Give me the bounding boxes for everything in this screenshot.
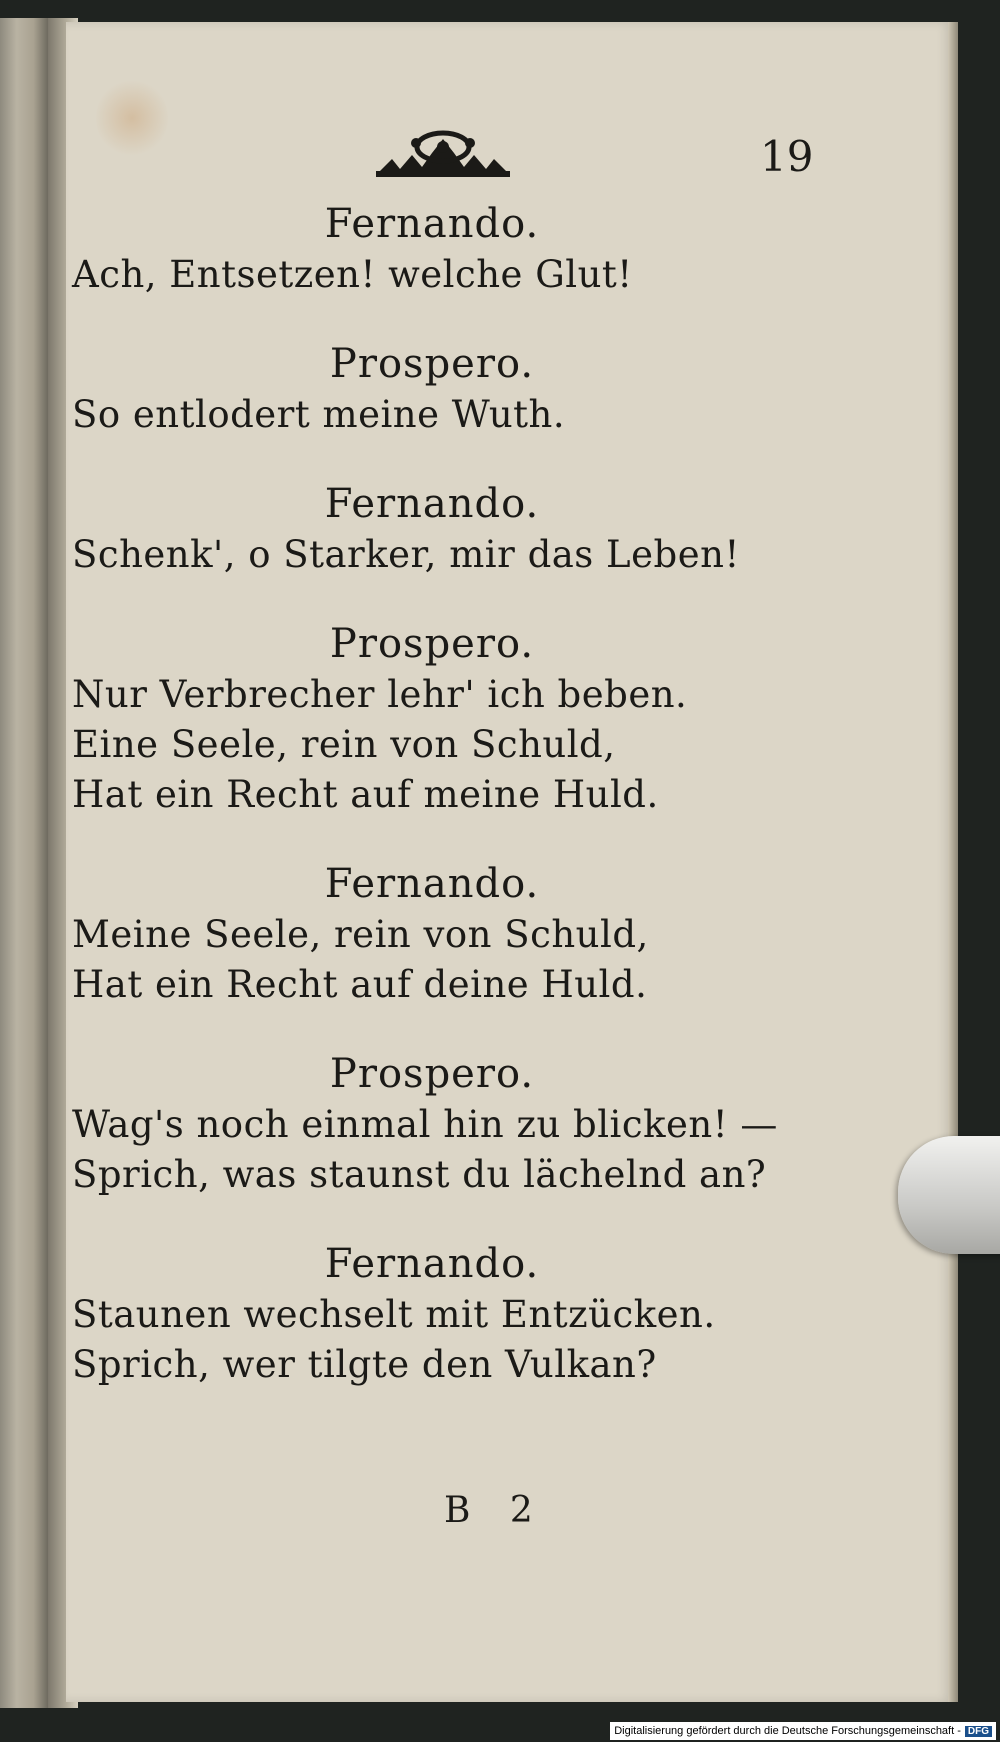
verse-line: Sprich, wer tilgte den Vulkan? bbox=[72, 1343, 657, 1386]
verse-line: Hat ein Recht auf deine Huld. bbox=[72, 963, 648, 1006]
verse-line: Wag's noch einmal hin zu blicken! — bbox=[72, 1103, 778, 1146]
speaker-name: Prospero. bbox=[329, 1051, 535, 1097]
digitization-credit bbox=[610, 1722, 996, 1740]
verse-line: Meine Seele, rein von Schuld, bbox=[72, 913, 649, 956]
verse-line: Hat ein Recht auf meine Huld. bbox=[72, 773, 659, 816]
speaker-name: Fernando. bbox=[324, 1241, 540, 1287]
page-edge bbox=[948, 22, 958, 1702]
speaker-name: Prospero. bbox=[329, 621, 535, 667]
verse-line: Sprich, was staunst du lächelnd an? bbox=[72, 1153, 767, 1196]
paper-stain bbox=[96, 78, 168, 158]
dialogue-block bbox=[72, 1048, 778, 1200]
left-page-edge bbox=[0, 18, 48, 1708]
verse-line: Eine Seele, rein von Schuld, bbox=[72, 723, 616, 766]
dialogue-block bbox=[72, 478, 740, 580]
speaker-name: Fernando. bbox=[324, 201, 540, 247]
verse-line: So entlodert meine Wuth. bbox=[72, 393, 566, 436]
dialogue-block bbox=[72, 1238, 732, 1390]
dialogue-text bbox=[72, 198, 778, 1428]
verse-line: Ach, Entsetzen! welche Glut! bbox=[72, 253, 633, 296]
verse-line: Nur Verbrecher lehr' ich beben. bbox=[72, 673, 688, 716]
speaker-name: Fernando. bbox=[324, 861, 540, 907]
credit-text: Digitalisierung gefördert durch die Deutsche Forschungsgemeinschaft - bbox=[614, 1725, 961, 1737]
speaker-name: Prospero. bbox=[329, 341, 535, 387]
page-clip bbox=[898, 1136, 1000, 1254]
verse-line: Schenk', o Starker, mir das Leben! bbox=[72, 533, 740, 576]
dialogue-block bbox=[72, 198, 732, 300]
dialogue-block bbox=[72, 618, 732, 820]
signature-mark: B 2 bbox=[444, 1490, 547, 1531]
dialogue-block bbox=[72, 858, 732, 1010]
dialogue-block bbox=[72, 338, 732, 440]
speaker-name: Fernando. bbox=[324, 481, 540, 527]
verse-line: Staunen wechselt mit Entzücken. bbox=[72, 1293, 716, 1336]
dfg-logo: DFG bbox=[965, 1726, 992, 1737]
page-number: 19 bbox=[760, 132, 814, 181]
floral-ornament-icon bbox=[372, 125, 514, 181]
